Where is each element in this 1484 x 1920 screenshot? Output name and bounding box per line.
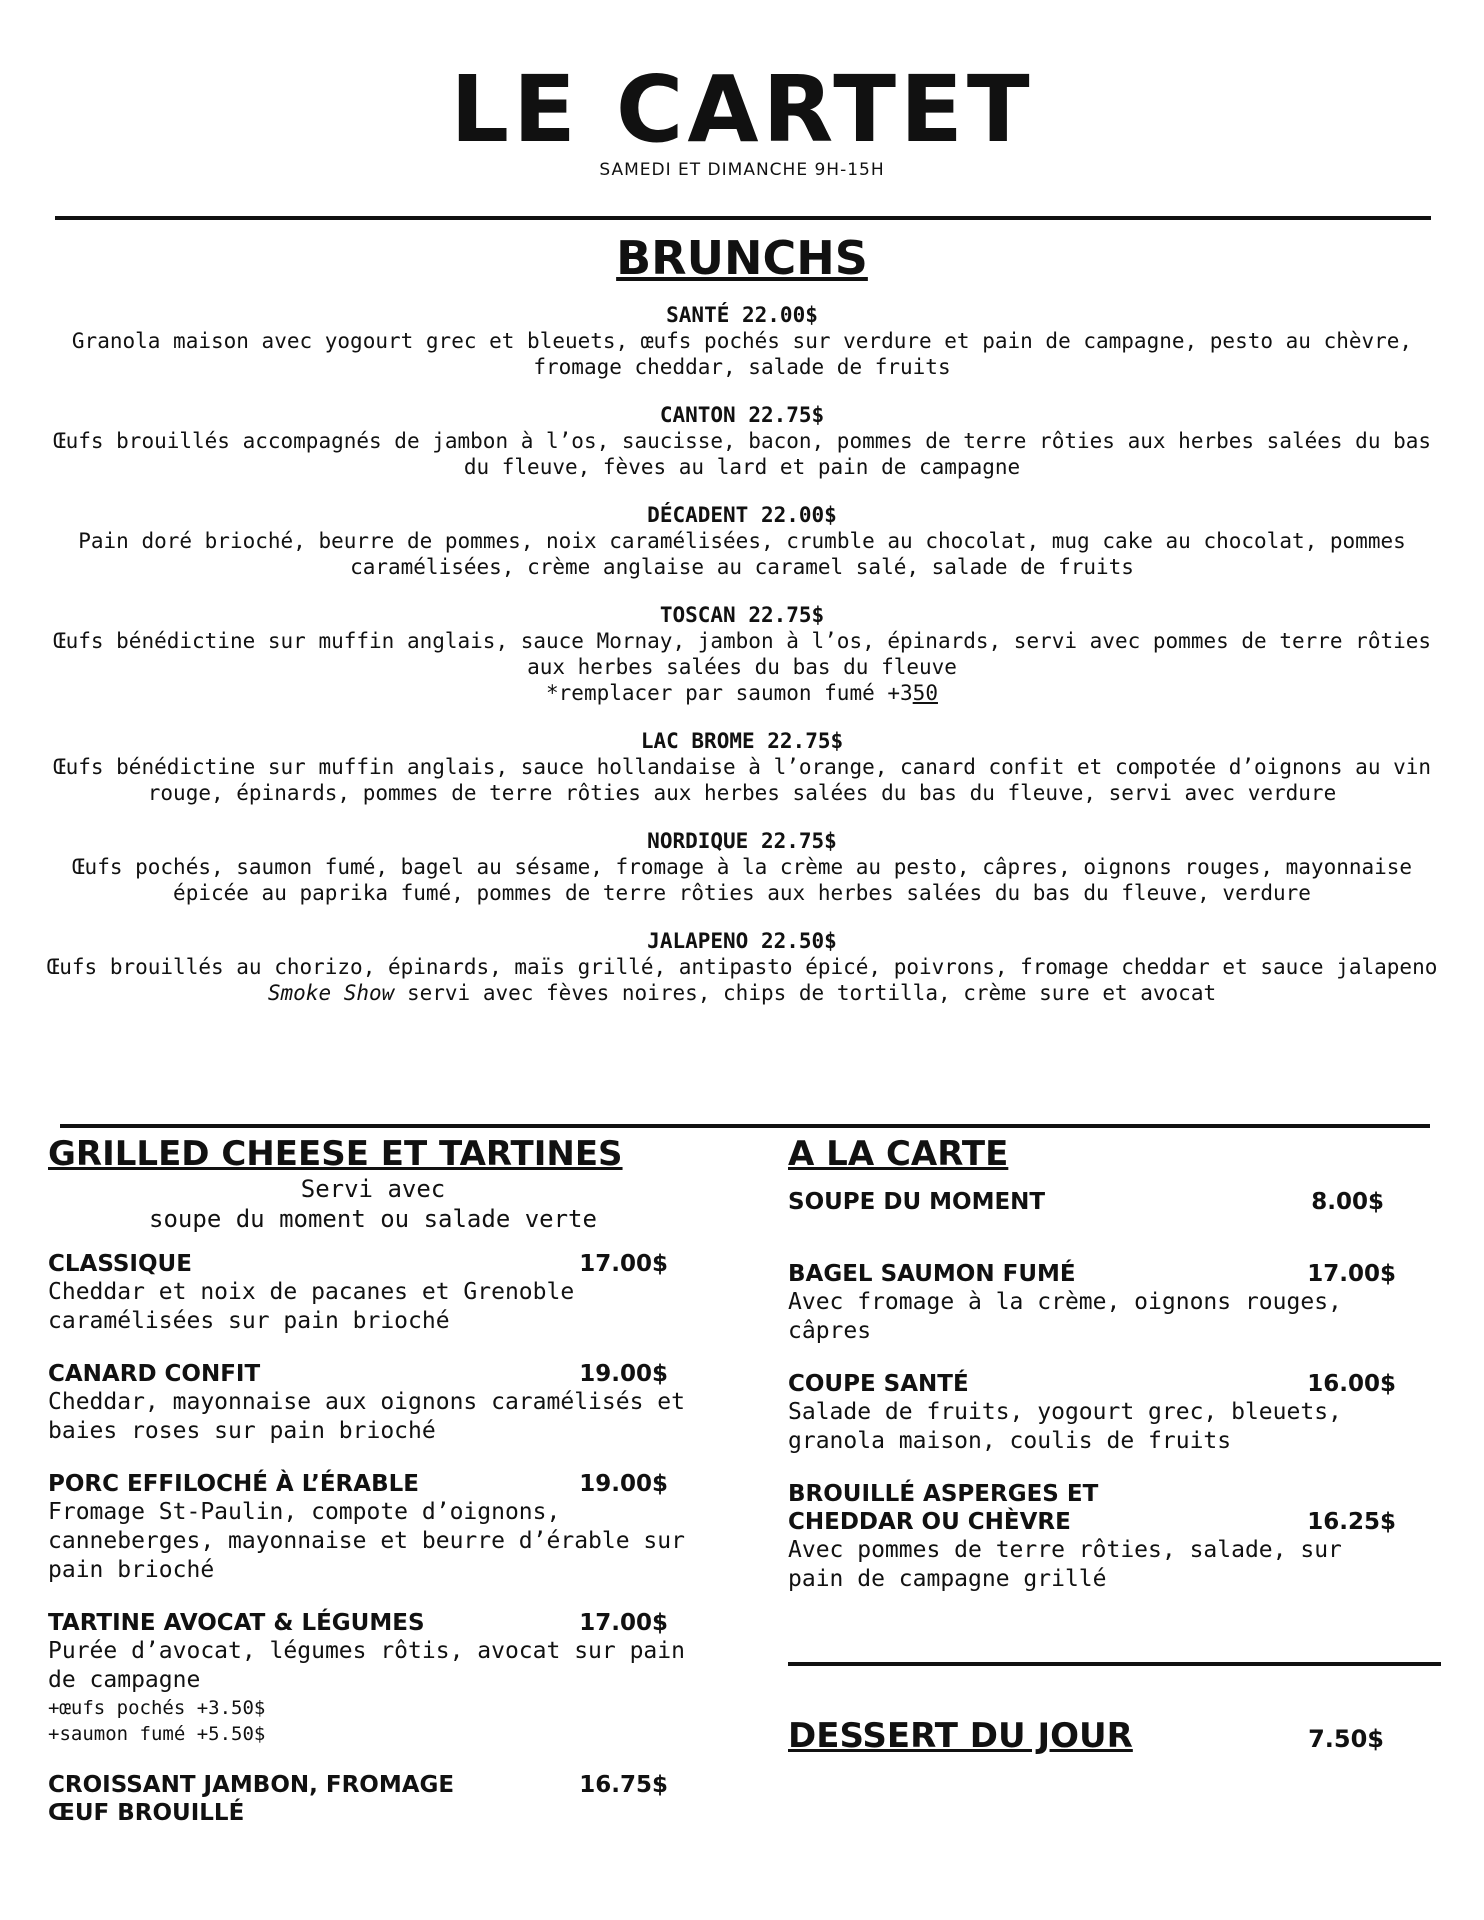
brunch-name: NORDIQUE 22.75$: [647, 829, 837, 853]
item-price: 16.75$: [579, 1772, 668, 1798]
divider-middle: [60, 1124, 1430, 1128]
item-price: 19.00$: [579, 1471, 668, 1497]
brunch-description: Œufs brouillés accompagnés de jambon à l’os, saucisse, bacon, pommes de terre rôties aux herbes salées du bas du fleuve, fèves au lard et pain de campagne: [52, 429, 1432, 479]
menu-item-porc-effiloche: [48, 1470, 688, 1585]
menu-item-croissant: [48, 1771, 688, 1827]
item-price: 19.00$: [579, 1361, 668, 1387]
item-description: Salade de fruits, yogourt grec, bleuets, granola maison, coulis de fruits: [788, 1399, 1342, 1454]
brunchs-heading: BRUNCHS: [616, 231, 868, 285]
item-price: 16.25$: [1307, 1509, 1396, 1535]
served-line-1: Servi avec: [300, 1175, 446, 1203]
brunch-name: DÉCADENT 22.00$: [647, 503, 837, 527]
menu-item-coupe-sante: [788, 1370, 1408, 1456]
dessert-row: [788, 1716, 1384, 1756]
item-price: 17.00$: [1307, 1261, 1396, 1287]
item-price: 16.00$: [1307, 1371, 1396, 1397]
item-name: PORC EFFILOCHÉ À L’ÉRABLE: [48, 1471, 419, 1497]
menu-item-soupe: [788, 1188, 1408, 1216]
menu-item-bagel: [788, 1260, 1408, 1346]
item-name: CANARD CONFIT: [48, 1361, 261, 1387]
brunch-list: [40, 302, 1444, 1028]
item-name: TARTINE AVOCAT & LÉGUMES: [48, 1610, 425, 1636]
grilled-cheese-list: [48, 1250, 688, 1851]
item-name: CLASSIQUE: [48, 1251, 192, 1277]
served-with-note: [48, 1174, 698, 1234]
served-line-2: soupe du moment ou salade verte: [149, 1205, 597, 1233]
item-name: BROUILLÉ ASPERGES ET CHEDDAR OU CHÈVRE: [788, 1481, 1099, 1535]
brunch-item-sante: [40, 302, 1444, 380]
brunch-item-nordique: [40, 828, 1444, 906]
item-price: 8.00$: [1311, 1189, 1384, 1215]
a-la-carte-heading: A LA CARTE: [788, 1134, 1009, 1174]
brunch-name: TOSCAN 22.75$: [659, 603, 825, 627]
brunch-item-lac-brome: [40, 728, 1444, 806]
item-addon: +saumon fumé +5.50$: [48, 1723, 266, 1745]
opening-hours: SAMEDI ET DIMANCHE 9H-15H: [599, 160, 885, 180]
brunch-name: LAC BROME 22.75$: [640, 729, 844, 753]
desc-part: Œufs brouillés au chorizo, épinards, maïs grillé, antipasto épicé, poivrons, fromage cheddar et sauce jalapeno: [46, 955, 1438, 979]
brunch-item-toscan: [40, 602, 1444, 706]
divider-dessert: [788, 1662, 1441, 1666]
menu-item-brouille: [788, 1480, 1408, 1594]
item-description: Fromage St-Paulin, compote d’oignons, canneberges, mayonnaise et beurre d’érable sur pain brioché: [48, 1499, 685, 1583]
item-name: COUPE SANTÉ: [788, 1371, 969, 1397]
item-price: 17.00$: [579, 1251, 668, 1277]
note-text: *remplacer par saumon fumé +3: [546, 681, 913, 705]
brunch-description: Œufs pochés, saumon fumé, bagel au sésame, fromage à la crème au pesto, câpres, oignons rouges, mayonnaise épicée au paprika fumé, pommes de terre rôties aux herbes salées du bas du fleuve, verdure: [71, 855, 1413, 905]
menu-item-tartine-avocat: [48, 1609, 688, 1747]
dessert-price: 7.50$: [1308, 1725, 1384, 1753]
brunch-name: JALAPENO 22.50$: [647, 929, 837, 953]
brunch-substitution-note: [40, 680, 1444, 706]
item-price: 17.00$: [579, 1610, 668, 1636]
divider-top: [55, 216, 1431, 220]
grilled-cheese-heading: GRILLED CHEESE ET TARTINES: [48, 1134, 623, 1174]
menu-item-classique: [48, 1250, 688, 1336]
item-name: CROISSANT JAMBON, FROMAGE ŒUF BROUILLÉ: [48, 1772, 455, 1826]
brunch-name: CANTON 22.75$: [659, 403, 825, 427]
brunch-item-jalapeno: [40, 928, 1444, 1006]
brunch-item-decadent: [40, 502, 1444, 580]
item-addon: +œufs pochés +3.50$: [48, 1697, 266, 1719]
item-description: Avec fromage à la crème, oignons rouges, câpres: [788, 1289, 1342, 1344]
restaurant-title: LE CARTET: [450, 56, 1034, 163]
brunch-description: Œufs bénédictine sur muffin anglais, sauce Mornay, jambon à l’os, épinards, servi avec pommes de terre rôties aux herbes salées du bas du fleuve: [52, 629, 1432, 679]
item-name: BAGEL SAUMON FUMÉ: [788, 1261, 1076, 1287]
note-price-cents: 50: [912, 681, 938, 705]
desc-italic: Smoke Show: [267, 981, 395, 1005]
brunch-name: SANTÉ 22.00$: [666, 303, 818, 327]
brunch-description: [40, 954, 1444, 1006]
dessert-name: DESSERT DU JOUR: [788, 1716, 1133, 1756]
brunch-description: Pain doré brioché, beurre de pommes, noix caramélisées, crumble au chocolat, mug cake au chocolat, pommes caramélisées, crème anglaise au caramel salé, salade de fruits: [78, 529, 1406, 579]
brunch-description: Granola maison avec yogourt grec et bleuets, œufs pochés sur verdure et pain de campagne, pesto au chèvre, fromage cheddar, salade de fruits: [71, 329, 1413, 379]
item-name: SOUPE DU MOMENT: [788, 1189, 1046, 1215]
desc-part: servi avec fèves noires, chips de tortilla, crème sure et avocat: [394, 981, 1217, 1005]
menu-item-canard-confit: [48, 1360, 688, 1446]
brunch-item-canton: [40, 402, 1444, 480]
a-la-carte-list: [788, 1188, 1408, 1618]
item-description: Avec pommes de terre rôties, salade, sur pain de campagne grillé: [788, 1537, 1342, 1592]
brunch-description: Œufs bénédictine sur muffin anglais, sauce hollandaise à l’orange, canard confit et compotée d’oignons au vin rouge, épinards, pommes de terre rôties aux herbes salées du bas du fleuve, servi avec verdure: [52, 755, 1432, 805]
item-description: Purée d’avocat, légumes rôtis, avocat sur pain de campagne: [48, 1638, 685, 1693]
item-description: Cheddar et noix de pacanes et Grenoble caramélisées sur pain brioché: [48, 1279, 575, 1334]
item-description: Cheddar, mayonnaise aux oignons caramélisés et baies roses sur pain brioché: [48, 1389, 685, 1444]
